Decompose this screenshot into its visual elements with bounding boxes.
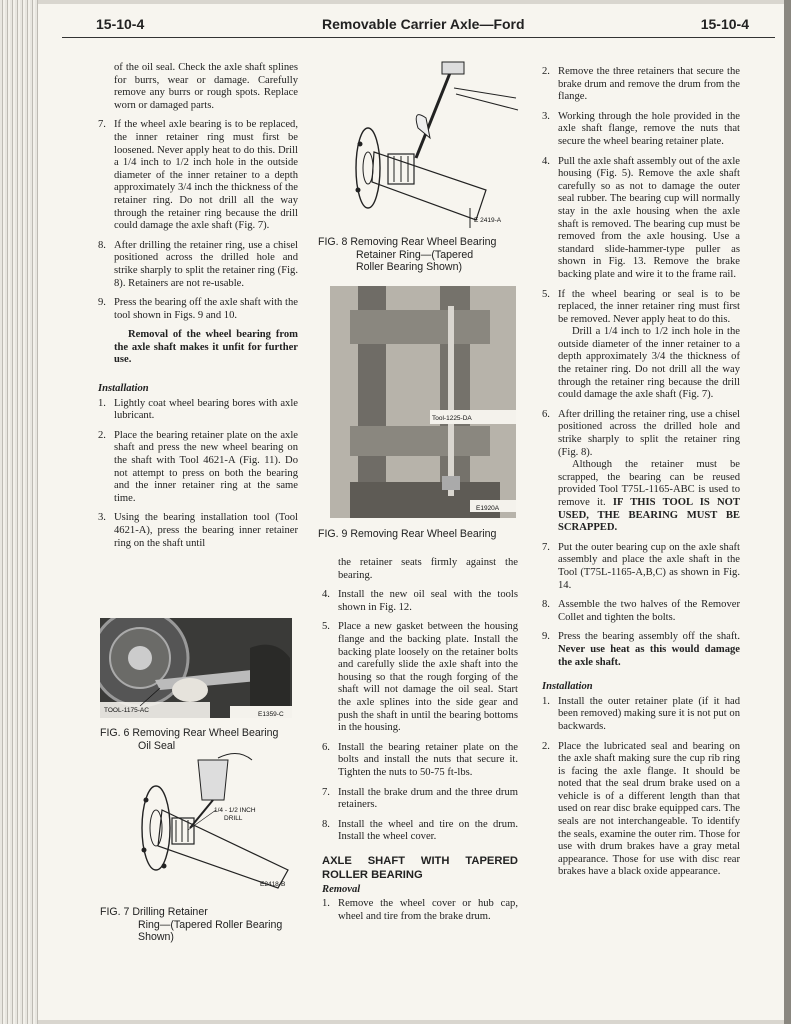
page-number-right: 15-10-4: [700, 16, 749, 32]
list-item: 8. Install the wheel and tire on the drum. Install the wheel cover.: [322, 818, 518, 843]
list-item: 3. Working through the hole provided in the axle shaft flange, remove the nuts that secure the wheel bearing retainer plate.: [542, 110, 740, 147]
list-item: 4. Pull the axle shaft assembly out of the axle housing (Fig. 5). Remove the axle shaft carefully so as not to damage the outer seal rubber. The bearing cup will normally stay in the axle housing when the axle shaft is removed. The bearing cup must be removed from the axle housing. Use a standard slide-hammer-type puller as shown in Fig. 13. Remove the brake backing plate and wire it to the frame rail.: [542, 155, 740, 280]
figure-6-photo: [100, 618, 292, 718]
figure-code: E1920A: [476, 505, 500, 512]
list-item: 2. Remove the three retainers that secure the brake drum and remove the drum from the flange.: [542, 66, 740, 103]
installation-heading: Installation: [98, 383, 149, 395]
figure-6-caption: FIG. 6 Removing Rear Wheel Bearing Oil Seal: [100, 727, 279, 752]
chisel-retainer-illustration: [326, 58, 522, 230]
page-binding: [0, 0, 38, 1024]
page-edge: [784, 0, 791, 1024]
column-1: [98, 62, 298, 557]
warning-note: Removal of the wheel bearing from the axle shaft makes it unfit for further use.: [114, 329, 298, 366]
paragraph-continued: the retainer seats firmly against the bearing.: [338, 557, 518, 581]
column-3: [542, 66, 740, 886]
column-2: [322, 557, 518, 931]
list-item: 1. Remove the wheel cover or hub cap, wheel and tire from the brake drum.: [322, 898, 518, 923]
list-item: 9. Press the bearing assembly off the shaft. Never use heat as this would damage the axle shaft.: [542, 631, 740, 668]
drill-size-label: 1/4 - 1/2 INCH: [214, 807, 256, 814]
section-heading: AXLE SHAFT WITH TAPERED ROLLER BEARING: [322, 854, 518, 881]
list-item: 5. If the wheel bearing or seal is to be replaced, the inner retainer ring must first be removed. Never apply heat to do this. Drill a 1/4 inch to 1/2 inch hole in the outside diameter of the inner retainer to a depth approximately 3/4 the thickness of the retainer ring. Do not drill all the way through the retainer ring because the drill could damage the axle shaft (Fig. 7).: [542, 288, 740, 401]
list-item: 1. Lightly coat wheel bearing bores with axle lubricant.: [98, 397, 298, 422]
list-item: 3. Using the bearing installation tool (Tool 4621-A), press the bearing inner retainer ring on the shaft until: [98, 512, 298, 549]
list-item: 1. Install the outer retainer plate (if it had been removed) making sure it is not put on backwards.: [542, 695, 740, 732]
figure-7-caption: FIG. 7 Drilling Retainer Ring—(Tapered Roller Bearing Shown): [100, 906, 283, 943]
figure-7-drawing: [128, 750, 296, 898]
list-item: 7. If the wheel axle bearing is to be replaced, the inner retainer ring must first be loosened. Never apply heat to do this. Drill a 1/4 inch to 1/2 inch hole in the outside diameter of the inner retainer to a depth approximately 3/4 inch the thickness of the retainer ring. Do not drill all the way through the retainer ring because the drill could damage the axle shaft (Fig. 7).: [98, 119, 298, 232]
bearing-press-illustration: [330, 286, 516, 518]
list-item: 8. Assemble the two halves of the Remover Collet and tighten the bolts.: [542, 599, 740, 623]
list-item: 8. After drilling the retainer ring, use a chisel positioned across the drilled hole and strike sharply to split the retainer ring (Fig. 8). Retainers are not re-usable.: [98, 239, 298, 289]
page-number-left: 15-10-4: [96, 16, 145, 32]
paragraph-intro: of the oil seal. Check the axle shaft splines for burrs, wear or damage. Carefully remove any burrs or rough spots. Replace worn or damaged parts.: [114, 62, 298, 111]
figure-code: E1359-C: [258, 711, 284, 718]
tool-label: Tool-1225-DA: [432, 415, 472, 422]
heat-warning: Never use heat as this would damage the axle shaft.: [558, 643, 740, 668]
bearing-warning: IF THIS TOOL IS NOT USED, THE BEARING MUST BE SCRAPPED.: [558, 497, 740, 534]
figure-8-caption: FIG. 8 Removing Rear Wheel Bearing Retainer Ring—(Tapered Roller Bearing Shown): [318, 236, 497, 273]
list-item: 7. Install the brake drum and the three drum retainers.: [322, 786, 518, 811]
page-title: Removable Carrier Axle—Ford: [322, 16, 525, 32]
figure-9-caption: FIG. 9 Removing Rear Wheel Bearing: [318, 528, 497, 540]
list-item: 2. Place the bearing retainer plate on the axle shaft and press the new wheel bearing on the shaft with Tool 4621-A (Fig. 11). Do not attempt to press on both the bearing and the inner retainer ring at the same time.: [98, 429, 298, 504]
installation-heading: Installation: [542, 681, 593, 693]
tool-label: TOOL-1175-AC: [104, 707, 149, 714]
list-item: 2. Place the lubricated seal and bearing on the axle shaft making sure the cup rib ring is facing the axle flange. It should be noted that the seal drum brake used on a vehicle is of a different length than that used on rear disc brake equipped cars. The seals are not interchangeable. To identify the seals, examine the outer rim. Those for use with drum brakes have a gray metal appearance. Those for use with disc rear brakes have a black oxide appearance.: [542, 740, 740, 878]
removal-heading: Removal: [322, 883, 361, 895]
list-item: 7. Put the outer bearing cup on the axle shaft assembly and place the axle shaft in the Tool (T75L-1165-A,B,C) as shown in Fig. 14.: [542, 541, 740, 591]
figure-9-photo: [330, 286, 516, 518]
figure-8-drawing: [326, 58, 522, 230]
drilling-retainer-illustration: [128, 750, 296, 898]
drill-label: DRILL: [224, 815, 243, 822]
list-item: 6. Install the bearing retainer plate on the bolts and install the nuts that secure it. Tighten the nuts to 50-75 ft-lbs.: [322, 741, 518, 778]
list-item: 5. Place a new gasket between the housing flange and the backing plate. Install the backing plate loosely on the retainer bolts and carefully slide the axle shaft into the housing so that the rough forging of the shaft will not damage the oil seal. Start the axle splines into the side gear and push the shaft in until the bearing bottoms in the housing.: [322, 621, 518, 734]
header-rule: [62, 37, 775, 38]
list-item: 9. Press the bearing off the axle shaft with the tool shown in Figs. 9 and 10.: [98, 297, 298, 321]
list-item: 4. Install the new oil seal with the tools shown in Fig. 12.: [322, 589, 518, 613]
figure-code: E2418-B: [260, 881, 286, 888]
figure-code: E 2419-A: [474, 217, 502, 224]
list-item: 6. After drilling the retainer ring, use a chisel positioned across the drilled hole and strike sharply to split the retainer ring (Fig. 8). Although the retainer must be scrapped, the bearing can be reused provided Tool T75L-1165-ABC is used to remove it. IF THIS TOOL IS NOT USED, THE BEARING MUST BE SCRAPPED.: [542, 408, 740, 534]
oil-seal-removal-illustration: [100, 618, 292, 718]
